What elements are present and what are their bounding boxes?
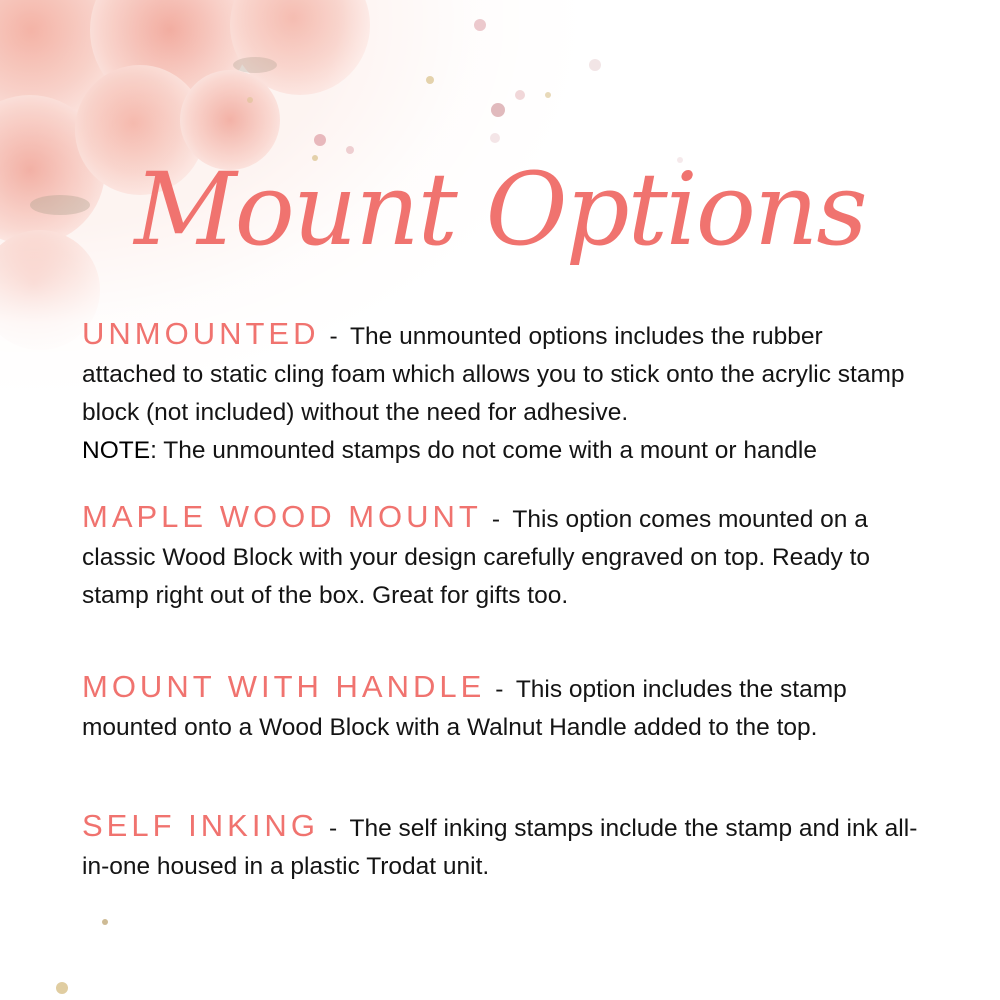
confetti-dot-icon [490, 133, 500, 143]
note-text: : The unmounted stamps do not come with a mount or handle [150, 437, 817, 464]
note-label: NOTE [82, 437, 151, 464]
section-self-inking [82, 807, 922, 886]
confetti-dot-icon [589, 59, 601, 71]
section-description: The unmounted options includes the rubber attached to static cling foam which allows you to stick onto the acrylic stamp block (not included) without the need for adhesive. [82, 323, 905, 426]
section-description: This option includes the stamp mounted onto a Wood Block with a Walnut Handle added to the top. [82, 676, 847, 741]
section-heading: SELF INKING [82, 808, 319, 843]
confetti-dot-icon [247, 97, 253, 103]
section-description: This option comes mounted on a classic Wood Block with your design carefully engraved on top. Ready to stamp right out of the box. Great for gifts too. [82, 506, 871, 609]
section-unmounted [82, 315, 922, 470]
section-heading: MAPLE WOOD MOUNT [82, 499, 482, 534]
separator: - [328, 815, 338, 842]
section-heading: UNMOUNTED [82, 316, 320, 351]
confetti-dot-icon [545, 92, 551, 98]
page-title: Mount Options [134, 151, 866, 268]
confetti-dot-icon [56, 982, 68, 994]
confetti-dot-icon [491, 103, 505, 117]
separator: - [491, 506, 501, 533]
confetti-dot-icon [426, 76, 434, 84]
separator: - [329, 323, 338, 350]
section-mount-with-handle [82, 668, 922, 747]
section-description: The self inking stamps include the stamp and ink all-in-one housed in a plastic Trodat unit. [82, 815, 918, 880]
section-maple-wood-mount [82, 498, 922, 615]
confetti-dot-icon [515, 90, 525, 100]
section-heading: MOUNT WITH HANDLE [82, 669, 486, 704]
separator: - [495, 676, 504, 703]
confetti-dot-icon [102, 919, 108, 925]
confetti-dot-icon [474, 19, 486, 31]
